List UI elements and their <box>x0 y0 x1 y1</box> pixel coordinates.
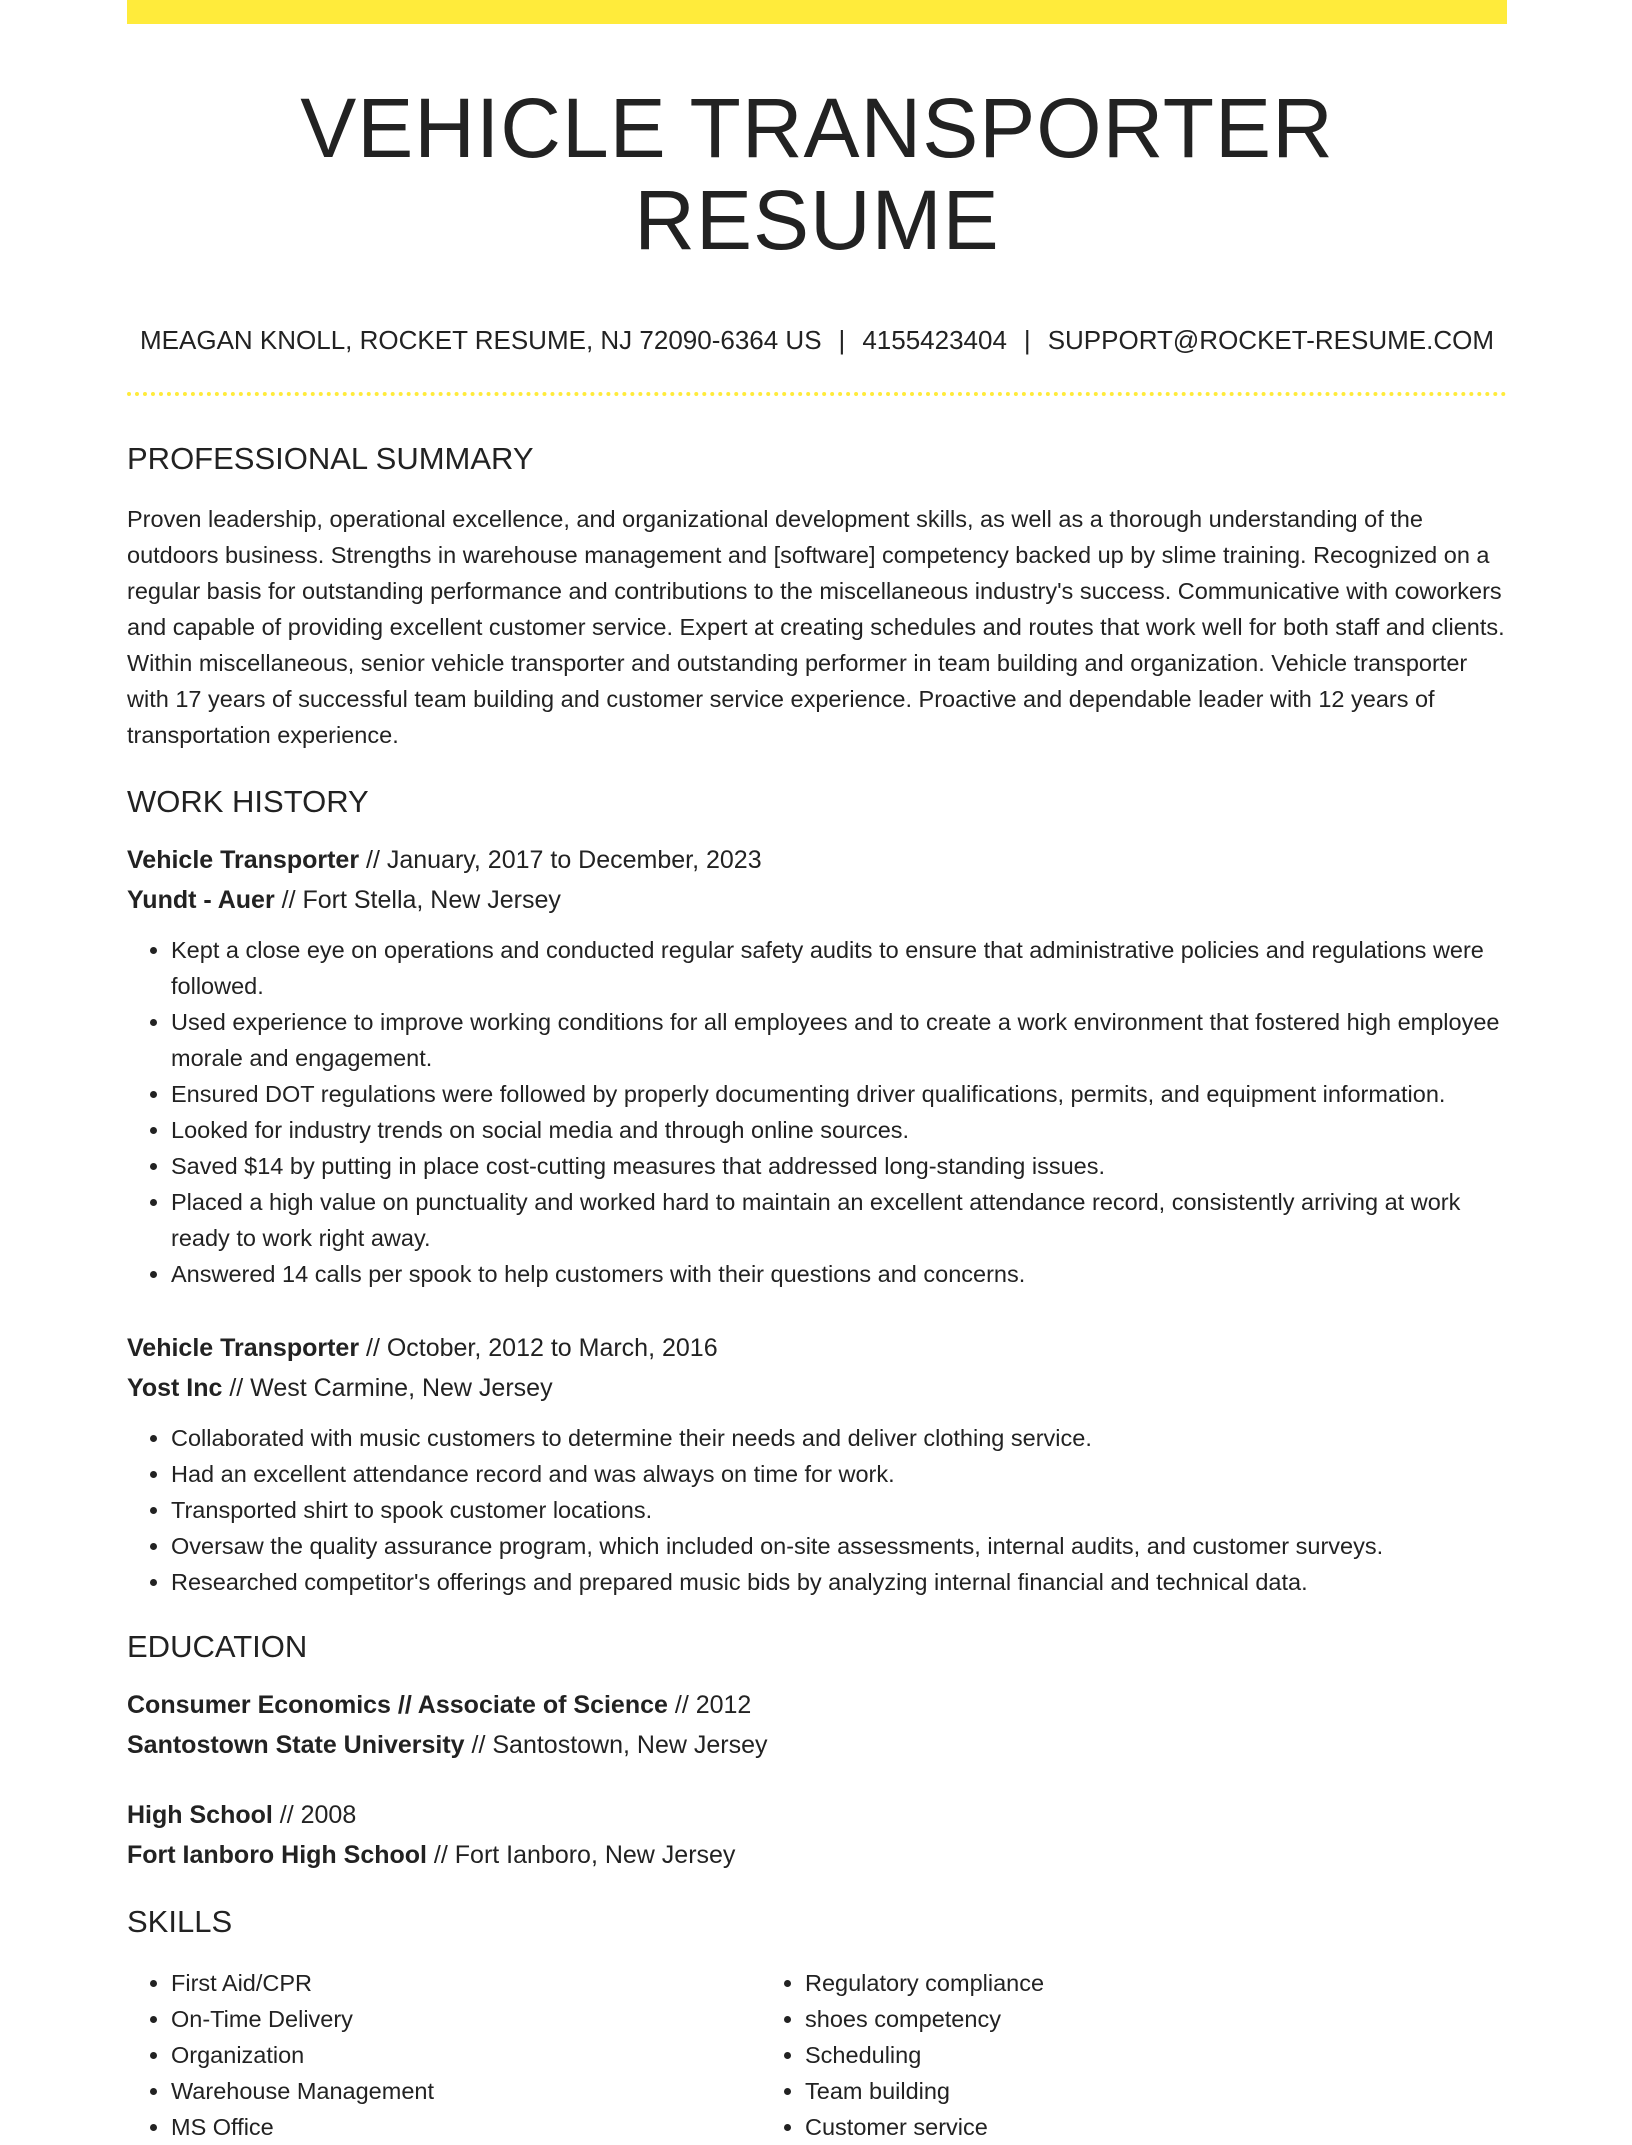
education-degree: High School <box>127 1801 273 1830</box>
job-location: // Fort Stella, New Jersey <box>274 886 561 915</box>
skills-list-left <box>127 1965 761 2145</box>
job-dates: // January, 2017 to December, 2023 <box>359 846 762 875</box>
education-degree-line <box>127 1795 1507 1835</box>
job-title: Vehicle Transporter <box>127 1334 360 1363</box>
education-school-line <box>127 1725 1507 1765</box>
skill-item: • Team building <box>805 2073 1461 2109</box>
education-school: Santostown State University <box>127 1731 465 1760</box>
work-history-heading: WORK HISTORY <box>127 783 369 819</box>
contact-phone: 4155423404 <box>862 324 1007 355</box>
job-bullet: • Had an excellent attendance record and was always on time for work. <box>171 1456 1507 1492</box>
education-school: Fort Ianboro High School <box>127 1841 427 1870</box>
job-bullet: • Answered 14 calls per spook to help customers with their questions and concerns. <box>171 1256 1507 1292</box>
job-bullet: • Saved $14 by putting in place cost-cutting measures that addressed long-standing issues. <box>171 1148 1507 1184</box>
job-company-line <box>127 1368 1507 1408</box>
job-title-line <box>127 840 1507 880</box>
job-location: // West Carmine, New Jersey <box>222 1374 553 1403</box>
education-entry <box>127 1795 1507 1875</box>
job-bullet: • Researched competitor's offerings and prepared music bids by analyzing internal financial and technical data. <box>171 1564 1507 1600</box>
job-company-line <box>127 880 1507 920</box>
education-location: // Fort Ianboro, New Jersey <box>426 1841 736 1870</box>
job-bullet: • Kept a close eye on operations and conducted regular safety audits to ensure that administrative policies and regulations were followed. <box>171 932 1507 1004</box>
job-bullet: • Collaborated with music customers to determine their needs and deliver clothing service. <box>171 1420 1507 1456</box>
job-bullets <box>127 1420 1507 1600</box>
contact-separator: | <box>1023 324 1031 355</box>
skill-item: • Customer service <box>805 2109 1461 2145</box>
education-entry <box>127 1685 1507 1765</box>
skills-list-right <box>761 1965 1461 2145</box>
education-degree-line <box>127 1685 1507 1725</box>
job-company: Yundt - Auer <box>127 886 275 915</box>
job-bullet: • Looked for industry trends on social media and through online sources. <box>171 1112 1507 1148</box>
skill-item: • Scheduling <box>805 2037 1461 2073</box>
job-bullets <box>127 932 1507 1292</box>
job-bullet: • Placed a high value on punctuality and worked hard to maintain an excellent attendance record, consistently arriving at work ready to work right away. <box>171 1184 1507 1256</box>
job-title: Vehicle Transporter <box>127 846 360 875</box>
skill-item: • Regulatory compliance <box>805 1965 1461 2001</box>
resume-page <box>127 0 1507 2145</box>
contact-separator: | <box>838 324 846 355</box>
skills-heading: SKILLS <box>127 1904 233 1940</box>
skill-item: • First Aid/CPR <box>171 1965 761 2001</box>
skill-item: • Organization <box>171 2037 761 2073</box>
job-dates: // October, 2012 to March, 2016 <box>359 1334 718 1363</box>
job-entry <box>127 1328 1507 1600</box>
job-title-line <box>127 1328 1507 1368</box>
education-location: // Santostown, New Jersey <box>464 1731 768 1760</box>
dotted-divider <box>127 392 1507 396</box>
job-company: Yost Inc <box>127 1374 223 1403</box>
job-bullet: • Oversaw the quality assurance program, which included on-site assessments, internal audits, and customer surveys. <box>171 1528 1507 1564</box>
contact-line <box>127 325 1507 356</box>
education-degree: Consumer Economics // Associate of Science <box>127 1691 668 1720</box>
job-bullet: • Used experience to improve working conditions for all employees and to create a work environment that fostered high employee morale and engagement. <box>171 1004 1507 1076</box>
skill-item: • Warehouse Management <box>171 2073 761 2109</box>
job-entry <box>127 840 1507 1292</box>
resume-title: VEHICLE TRANSPORTER RESUME <box>300 81 1334 268</box>
skill-item: • On-Time Delivery <box>171 2001 761 2037</box>
skill-item: • shoes competency <box>805 2001 1461 2037</box>
skills-columns <box>127 1965 1507 2145</box>
job-bullet: • Ensured DOT regulations were followed by properly documenting driver qualifications, permits, and equipment information. <box>171 1076 1507 1112</box>
education-heading: EDUCATION <box>127 1629 308 1665</box>
skill-item: • MS Office <box>171 2109 761 2145</box>
summary-text: Proven leadership, operational excellence, and organizational development skills, as well as a thorough understanding of the outdoors business. Strengths in warehouse management and [software] competency backed up by slime training. Recognized on a regular basis for outstanding performance and contributions to the miscellaneous industry's success. Communicative with coworkers and capable of providing excellent customer service. Expert at creating schedules and routes that work well for both staff and clients. Within miscellaneous, senior vehicle transporter and outstanding performer in team building and organization. Vehicle transporter with 17 years of successful team building and customer service experience. Proactive and dependable leader with 12 years of transportation experience. <box>127 505 1505 748</box>
contact-email: SUPPORT@ROCKET-RESUME.COM <box>1047 324 1494 355</box>
contact-address: MEAGAN KNOLL, ROCKET RESUME, NJ 72090-6364 US <box>140 324 822 355</box>
job-bullet: • Transported shirt to spook customer locations. <box>171 1492 1507 1528</box>
education-year: // 2008 <box>272 1801 357 1830</box>
summary-heading: PROFESSIONAL SUMMARY <box>127 440 534 476</box>
education-year: // 2012 <box>667 1691 752 1720</box>
education-school-line <box>127 1835 1507 1875</box>
accent-top-bar <box>127 0 1507 24</box>
